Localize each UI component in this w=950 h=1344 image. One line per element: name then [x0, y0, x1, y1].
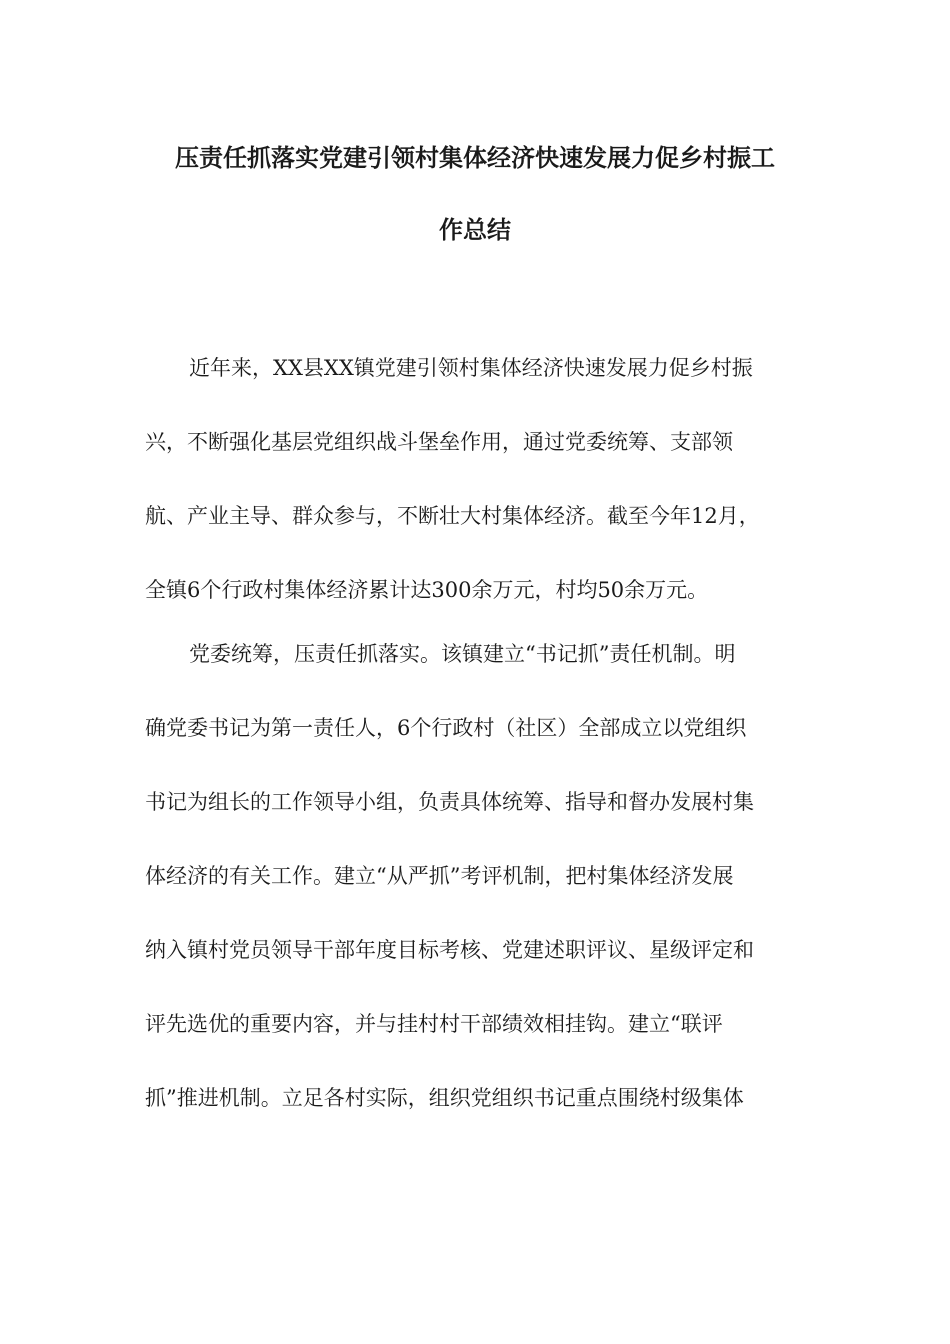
paragraph-2-line-3: 书记为组长的工作领导小组，负责具体统筹、指导和督办发展村集 — [145, 790, 754, 814]
paragraph-1-line-1: 近年来，XX县XX镇党建引领村集体经济快速发展力促乡村振 — [189, 356, 753, 380]
paragraph-1-line-2: 兴，不断强化基层党组织战斗堡垒作用，通过党委统筹、支部领 — [145, 430, 733, 454]
paragraph-2-line-2: 确党委书记为第一责任人，6个行政村（社区）全部成立以党组织 — [145, 716, 747, 740]
document-title-line-1: 压责任抓落实党建引领村集体经济快速发展力促乡村振工 — [175, 144, 775, 172]
paragraph-1-line-3: 航、产业主导、群众参与，不断壮大村集体经济。截至今年12月， — [145, 504, 760, 528]
paragraph-2-line-6: 评先选优的重要内容，并与挂村村干部绩效相挂钩。建立“联评 — [145, 1012, 723, 1036]
paragraph-2-line-7: 抓”推进机制。立足各村实际，组织党组织书记重点围绕村级集体 — [145, 1086, 744, 1110]
paragraph-2-line-1: 党委统筹，压责任抓落实。该镇建立“书记抓”责任机制。明 — [189, 642, 736, 666]
paragraph-1-line-4: 全镇6个行政村集体经济累计达300余万元，村均50余万元。 — [145, 578, 709, 602]
document-title-line-2: 作总结 — [439, 216, 511, 244]
paragraph-2-line-5: 纳入镇村党员领导干部年度目标考核、党建述职评议、星级评定和 — [145, 938, 754, 962]
paragraph-2-line-4: 体经济的有关工作。建立“从严抓”考评机制，把村集体经济发展 — [145, 864, 734, 888]
